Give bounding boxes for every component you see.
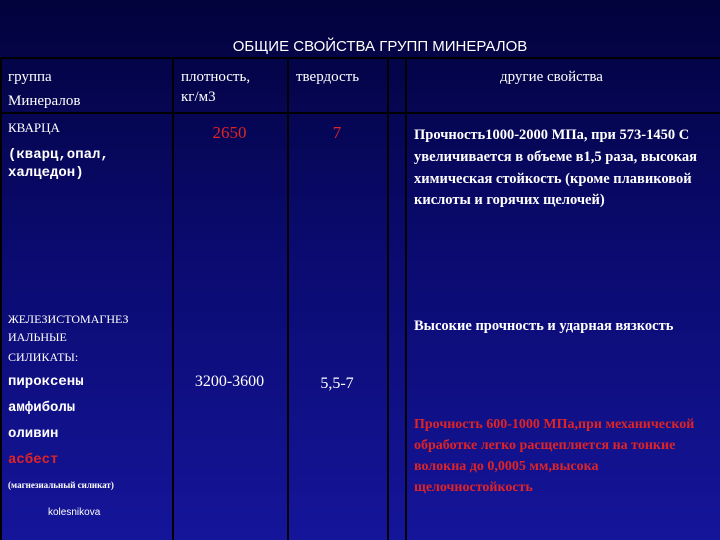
quartz-density: 2650 — [212, 123, 247, 142]
header-other: другие свойства — [500, 69, 603, 85]
author-credit: kolesnikova — [48, 507, 101, 518]
header-group-line1: группа — [8, 69, 52, 85]
mineral-olivine: оливин — [8, 426, 59, 442]
column-divider-props — [405, 57, 407, 540]
header-density-line1: плотность, — [181, 69, 251, 85]
ferro-group-name-line1: ЖЕЛЕЗИСТОМАГНЕЗ — [8, 312, 129, 326]
ferro-density: 3200-3600 — [194, 373, 265, 390]
table-border-top — [0, 57, 720, 59]
mineral-amphiboles: амфиболы — [8, 400, 76, 416]
mineral-pyroxenes: пироксены — [8, 374, 84, 390]
quartz-properties: Прочность1000-2000 МПа, при 573-1450 С увеличивается в объеме в1,5 раза, высокая химическая стойкость (кроме плавиковой кислоты и горячих щелочей) — [414, 127, 697, 209]
table-border-left — [0, 57, 2, 540]
quartz-group-name: КВАРЦА — [8, 120, 60, 135]
asbestos-note: (магнезиальный силикат) — [8, 480, 114, 490]
mineral-asbestos: асбест — [8, 452, 59, 468]
slide-title: ОБЩИЕ СВОЙСТВА ГРУПП МИНЕРАЛОВ — [232, 38, 528, 55]
ferro-group-name-line3: СИЛИКАТЫ: — [8, 350, 79, 364]
header-row-divider — [0, 112, 720, 114]
header-density-line2: кг/м3 — [181, 89, 216, 105]
quartz-members: (кварц,опал, халцедон) — [8, 147, 109, 182]
header-group-line2: Минералов — [8, 93, 81, 109]
ferro-hardness: 5,5-7 — [320, 375, 354, 392]
asbestos-properties: Прочность 600-1000 МПа,при механической обработке легко расщепляется на тонкие волокна до 0,0005 мм,высока щелочностойкость — [414, 417, 695, 495]
column-divider-other — [387, 57, 389, 540]
ferro-properties: Высокие прочность и ударная вязкость — [414, 318, 674, 334]
ferro-group-name-line2: ИАЛЬНЫЕ — [8, 330, 67, 344]
quartz-hardness: 7 — [332, 123, 342, 142]
header-hardness: твердость — [296, 69, 360, 85]
